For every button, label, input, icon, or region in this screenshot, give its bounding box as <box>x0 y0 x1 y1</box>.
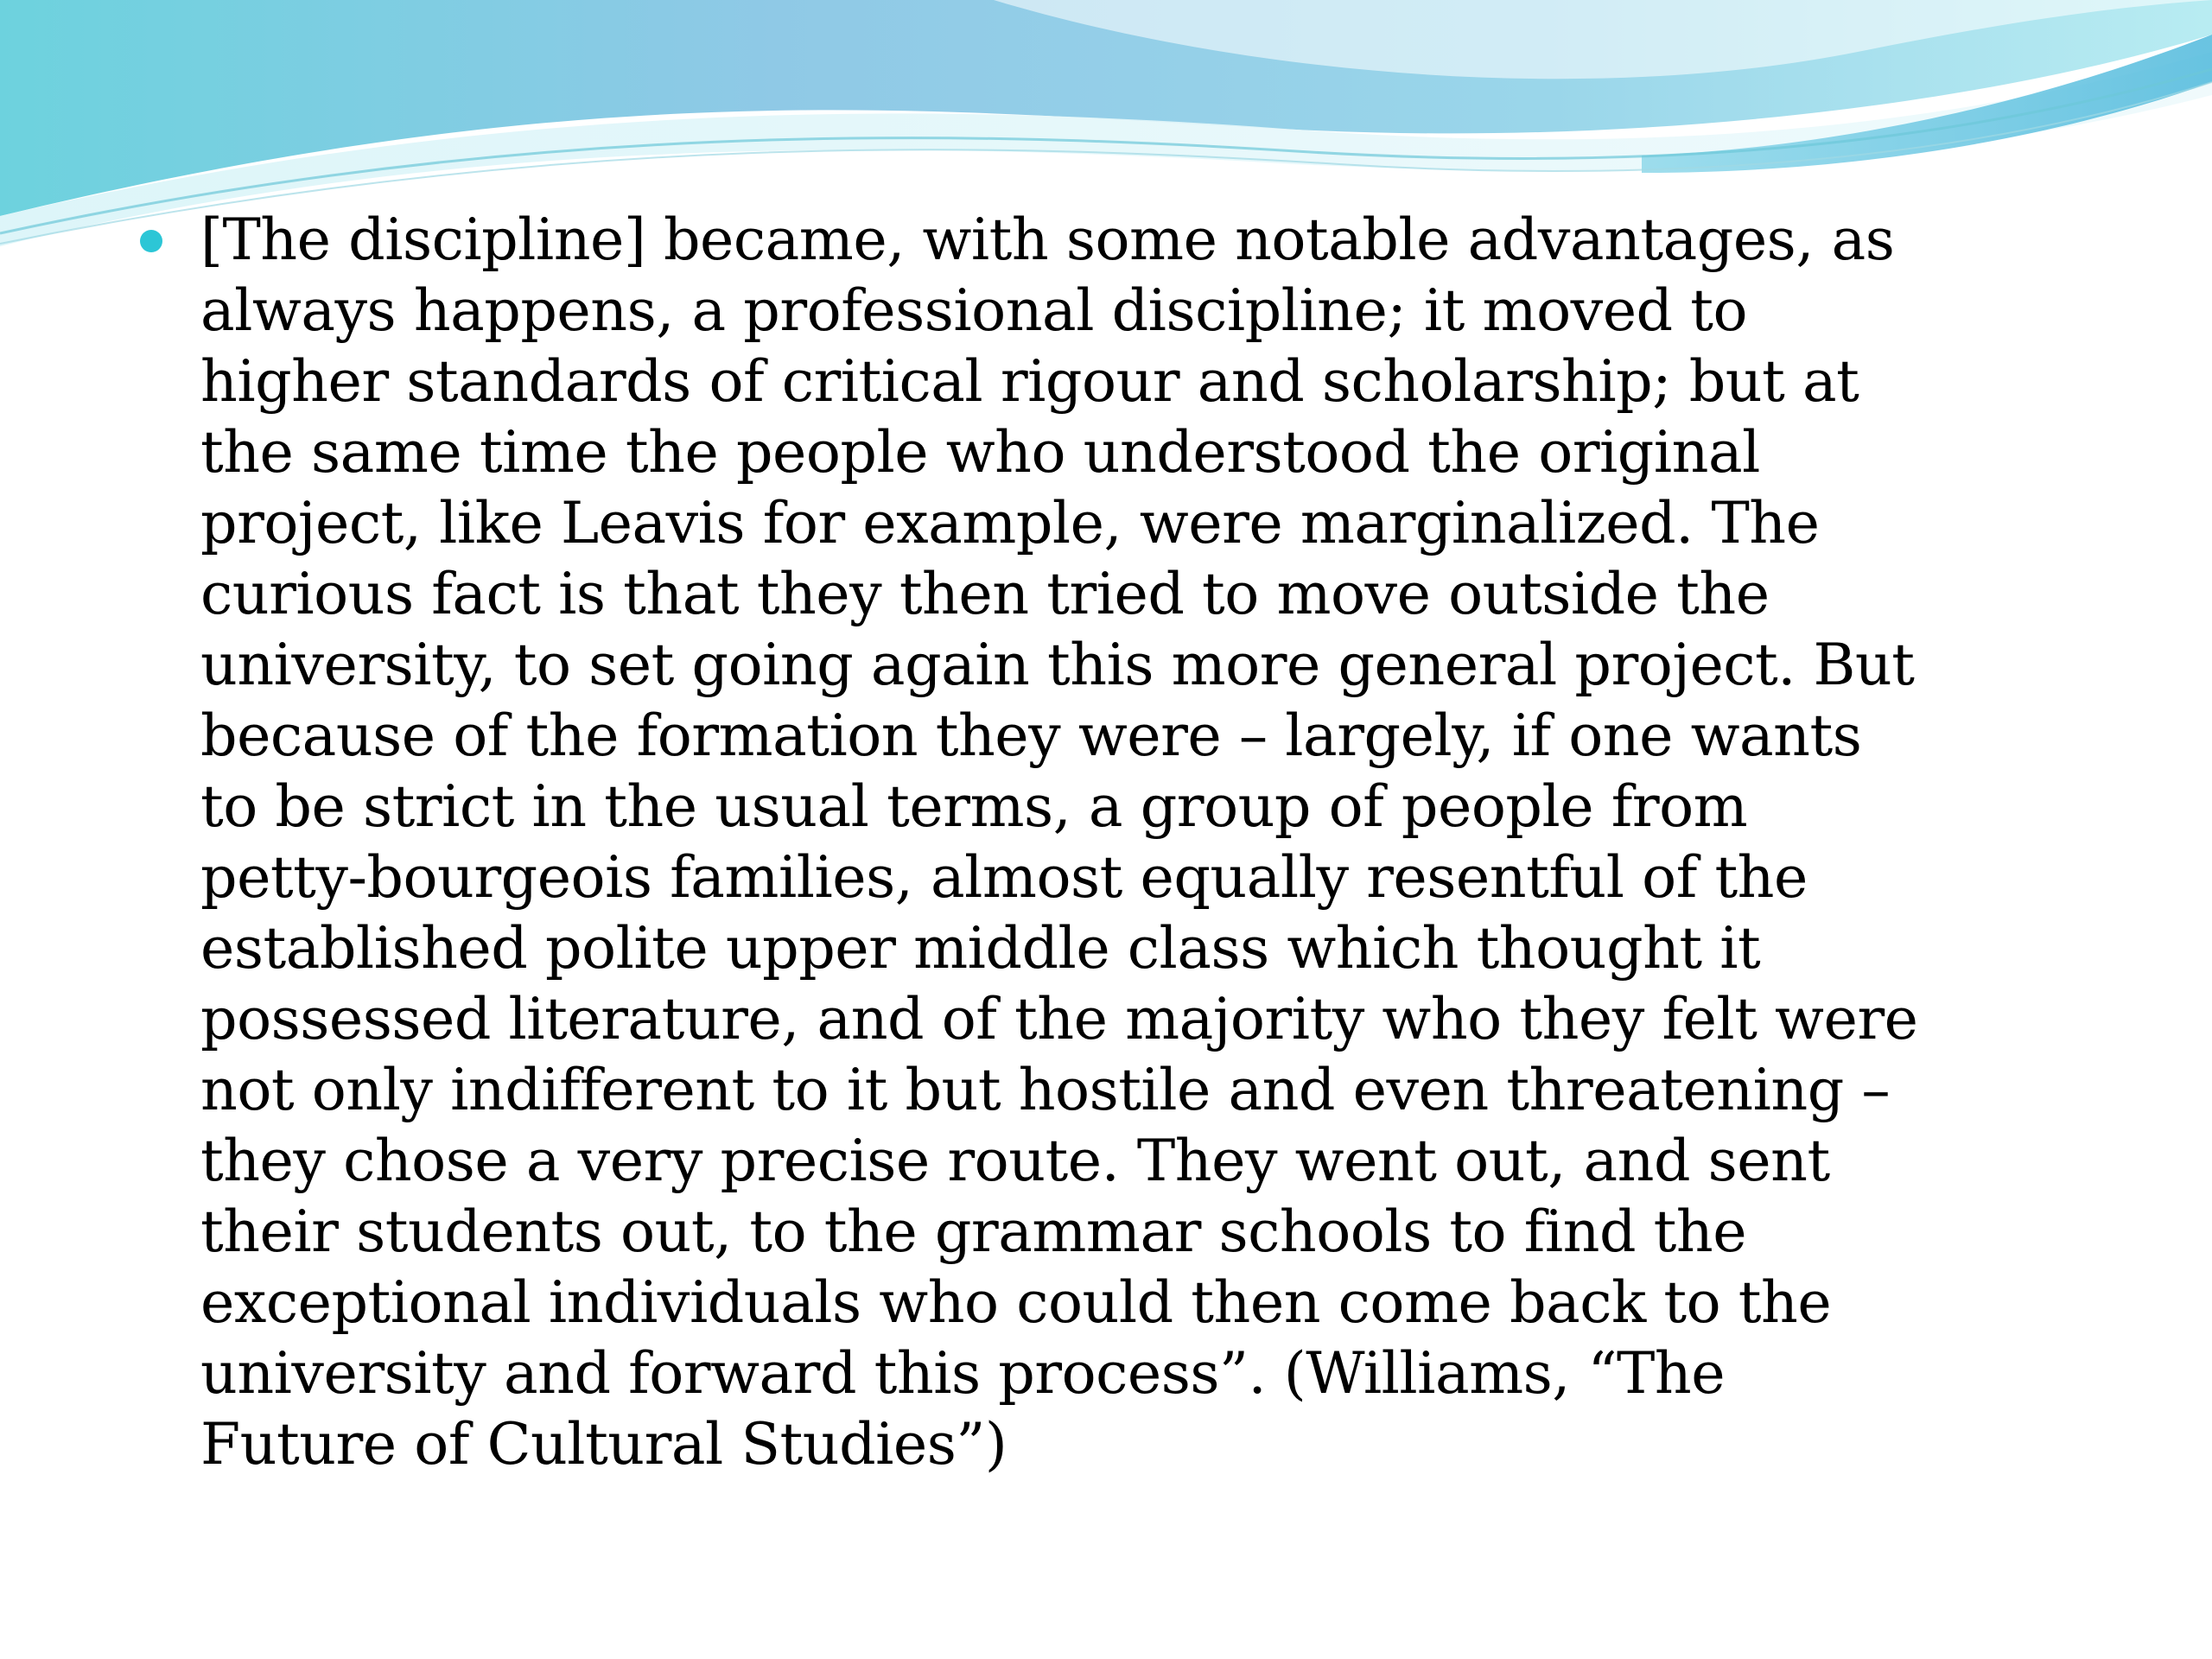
bullet-dot-icon <box>140 230 162 252</box>
bullet-list <box>138 204 2100 1479</box>
bullet-item <box>138 204 2100 1479</box>
quote-text: [The discipline] became, with some notable advantages, as always happens, a professional discipline; it moved to higher standards of critical rigour and scholarship; but at the same time the people who understood the original project, like Leavis for example, were marginalized. The curious fact is that they then tried to move outside the university, to set going again this more general project. But because of the formation they were – largely, if one wants to be strict in the usual terms, a group of people from petty-bourgeois families, almost equally resentful of the established polite upper middle class which thought it possessed literature, and of the majority who they felt were not only indifferent to it but hostile and even threatening – they chose a very precise route. They went out, and sent their students out, to the grammar schools to find the exceptional individuals who could then come back to the university and forward this process”. (Williams, “The Future of Cultural Studies”) <box>200 206 1918 1478</box>
